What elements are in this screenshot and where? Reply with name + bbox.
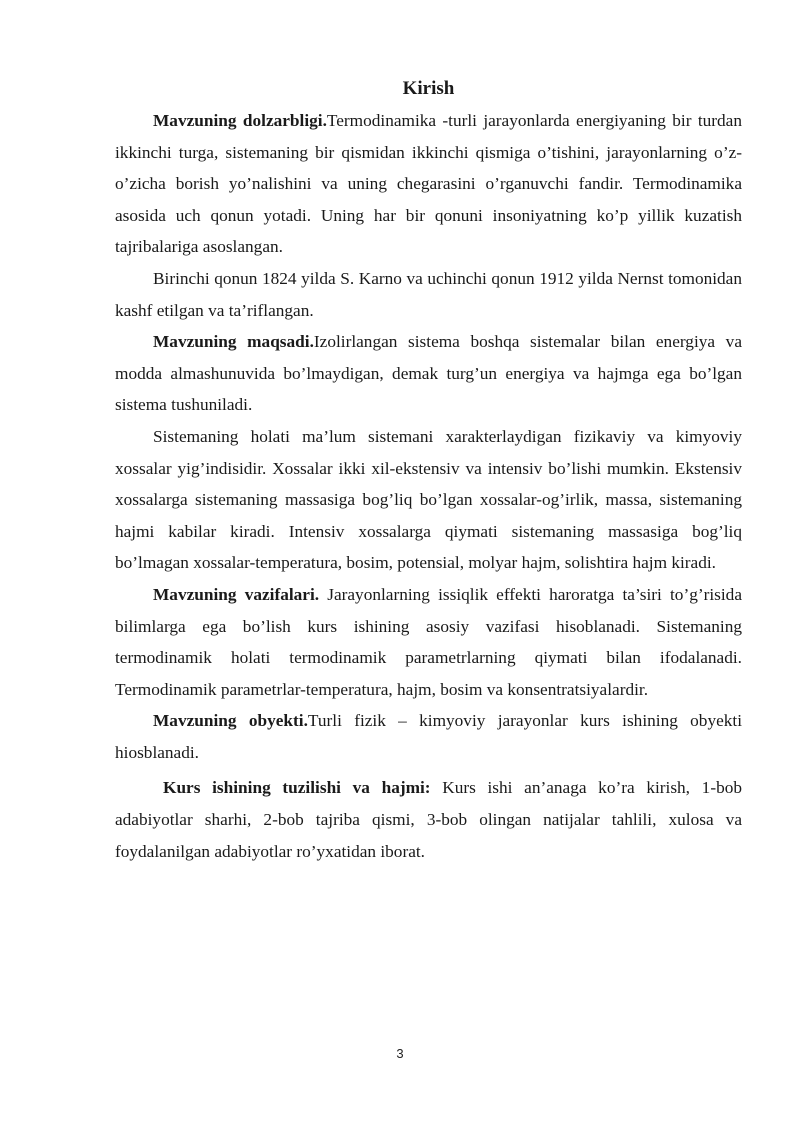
paragraph-heading: Mavzuning dolzarbligi.	[153, 111, 327, 130]
paragraph-text: Sistemaning holati ma’lum sistemani xarakterlaydigan fizikaviy va kimyoviy xossalar yig’indisidir. Xossalar ikki xil-ekstensiv va intensiv bo’lishi mumkin. Ekstensiv xossalarga sistemaning massasiga bog’liq bo’lgan xossalar-og’irlik, massa, sistemaning hajmi kabilar kiradi. Intensiv xossalarga qiymati sistemaning massasiga bog’liq bo’lmagan xossalar-temperatura, bosim, potensial, molyar hajm, solishtira hajm kiradi.	[115, 426, 742, 573]
paragraph-text: Izolirlangan sistema boshqa sistemalar bilan energiya va modda almashunuvida bo’lmaydigan, demak turg’un energiya va hajmga ega bo’lgan sistema tushuniladi.	[115, 332, 742, 415]
paragraph-laws	[115, 263, 742, 326]
paragraph-text: Jarayonlarning issiqlik effekti haroratga ta’siri to’g’risida bilimlarga ega bo’lish kurs ishining asosiy vazifasi hisoblanadi. Sistemaning termodinamik holati termodinamik parametrlarning qiymati bilan ifodalanadi. Termodinamik parametrlar-temperatura, hajm, bosim va konsentratsiyalardir.	[115, 584, 742, 699]
paragraph-heading: Mavzuning maqsadi.	[153, 332, 314, 352]
paragraph-heading: Mavzuning vazifalari.	[153, 584, 320, 604]
paragraph-text: Birinchi qonun 1824 yilda S. Karno va uchinchi qonun 1912 yilda Nernst tomonidan kashf etilgan va ta’riflangan.	[115, 268, 742, 320]
paragraph-system-state	[115, 421, 742, 579]
paragraph-object	[115, 705, 742, 768]
paragraph-tasks	[115, 579, 742, 705]
paragraph-text: Kurs ishi an’anaga ko’ra kirish, 1-bob adabiyotlar sharhi, 2-bob tajriba qismi, 3-bob olingan natijalar tahlili, xulosa va foydalanilgan adabiyotlar ro’yxatidan iborat.	[115, 778, 742, 861]
page-number: 3	[396, 1046, 404, 1061]
paragraph-heading: Mavzuning obyekti.	[153, 711, 308, 731]
paragraph-heading: Kurs ishining tuzilishi va hajmi:	[163, 778, 431, 798]
paragraph-structure	[115, 772, 742, 867]
paragraph-relevance	[115, 105, 742, 263]
page-title: Kirish	[402, 78, 455, 99]
document-page	[115, 75, 742, 867]
paragraph-text: Termodinamika -turli jarayonlarda energiyaning bir turdan ikkinchi turga, sistemaning bir qismidan ikkinchi qismiga o’tishini, jarayonlarning o’z-o’zicha borish yo’nalishini va uning chegarasini o’rganuvchi fandir. Termodinamika asosida uch qonun yotadi. Uning har bir qonuni insoniyatning ko’p yillik kuzatish tajribalariga asoslangan.	[115, 111, 742, 257]
paragraph-goal	[115, 326, 742, 421]
paragraph-text: Turli fizik – kimyoviy jarayonlar kurs ishining obyekti hiosblanadi.	[115, 711, 742, 762]
